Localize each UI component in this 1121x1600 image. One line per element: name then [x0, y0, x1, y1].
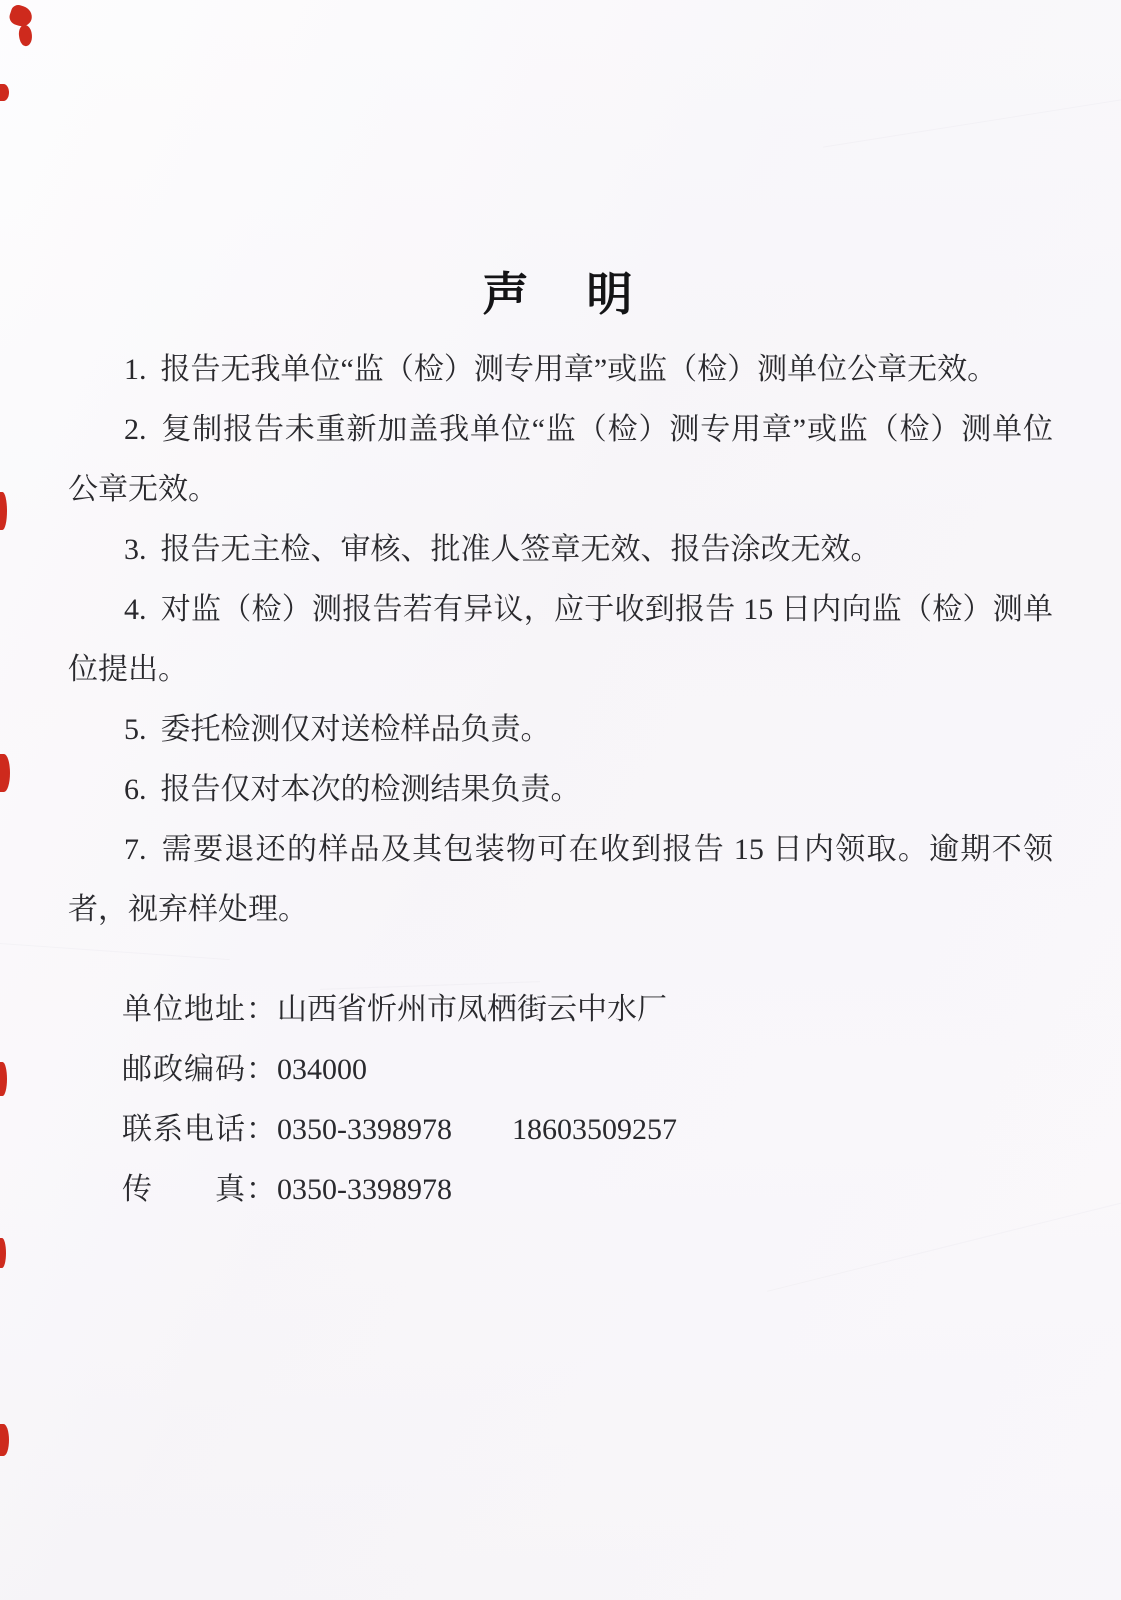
- item-number: 1.: [124, 353, 147, 386]
- item-number: 6.: [124, 773, 147, 806]
- item-number: 4.: [124, 593, 147, 626]
- paper-crease: [0, 941, 230, 960]
- item-number: 5.: [124, 713, 147, 746]
- contact-label: 邮政编码：: [122, 1053, 277, 1086]
- contact-value: 0350-3398978 18603509257: [277, 1113, 677, 1146]
- item-text: 报告无主检、审核、批准人签章无效、报告涂改无效。: [160, 533, 881, 566]
- contact-row-fax: [122, 1160, 1053, 1220]
- declaration-clauses: [68, 340, 1053, 940]
- item-text: 复制报告未重新加盖我单位“监（检）测专用章”或监（检）测单位公章无效。: [68, 413, 1053, 506]
- contact-label: 传 真：: [122, 1173, 277, 1206]
- red-ink-mark: [0, 1062, 7, 1096]
- contact-label: 单位地址：: [122, 993, 277, 1026]
- contact-row-postcode: [122, 1040, 1053, 1100]
- contact-label: 联系电话：: [122, 1113, 277, 1146]
- declaration-item: [68, 700, 1053, 760]
- declaration-item: [68, 820, 1053, 940]
- declaration-item: [68, 400, 1053, 520]
- contact-value: 山西省忻州市凤栖街云中水厂: [277, 993, 667, 1026]
- contact-block: [68, 980, 1053, 1220]
- red-ink-mark: [0, 1424, 9, 1456]
- declaration-item: [68, 520, 1053, 580]
- contact-row-phone: [122, 1100, 1053, 1160]
- declaration-item: [68, 580, 1053, 700]
- item-text: 报告仅对本次的检测结果负责。: [160, 773, 581, 806]
- item-number: 2.: [124, 413, 147, 446]
- declaration-item: [68, 340, 1053, 400]
- item-number: 3.: [124, 533, 147, 566]
- declaration-item: [68, 760, 1053, 820]
- red-ink-mark: [0, 754, 10, 792]
- item-number: 7.: [124, 833, 147, 866]
- contact-value: 034000: [277, 1053, 367, 1086]
- contact-value: 0350-3398978: [277, 1173, 452, 1206]
- item-text: 报告无我单位“监（检）测专用章”或监（检）测单位公章无效。: [160, 353, 998, 386]
- contact-row-address: [122, 980, 1053, 1040]
- red-ink-mark: [0, 492, 7, 530]
- item-text: 委托检测仅对送检样品负责。: [160, 713, 551, 746]
- item-text: 对监（检）测报告若有异议，应于收到报告 15 日内向监（检）测单位提出。: [68, 593, 1053, 686]
- page-title: 声 明: [482, 268, 639, 320]
- item-text: 需要退还的样品及其包装物可在收到报告 15 日内领取。逾期不领者，视弃样处理。: [68, 833, 1053, 926]
- red-ink-mark: [0, 1238, 6, 1268]
